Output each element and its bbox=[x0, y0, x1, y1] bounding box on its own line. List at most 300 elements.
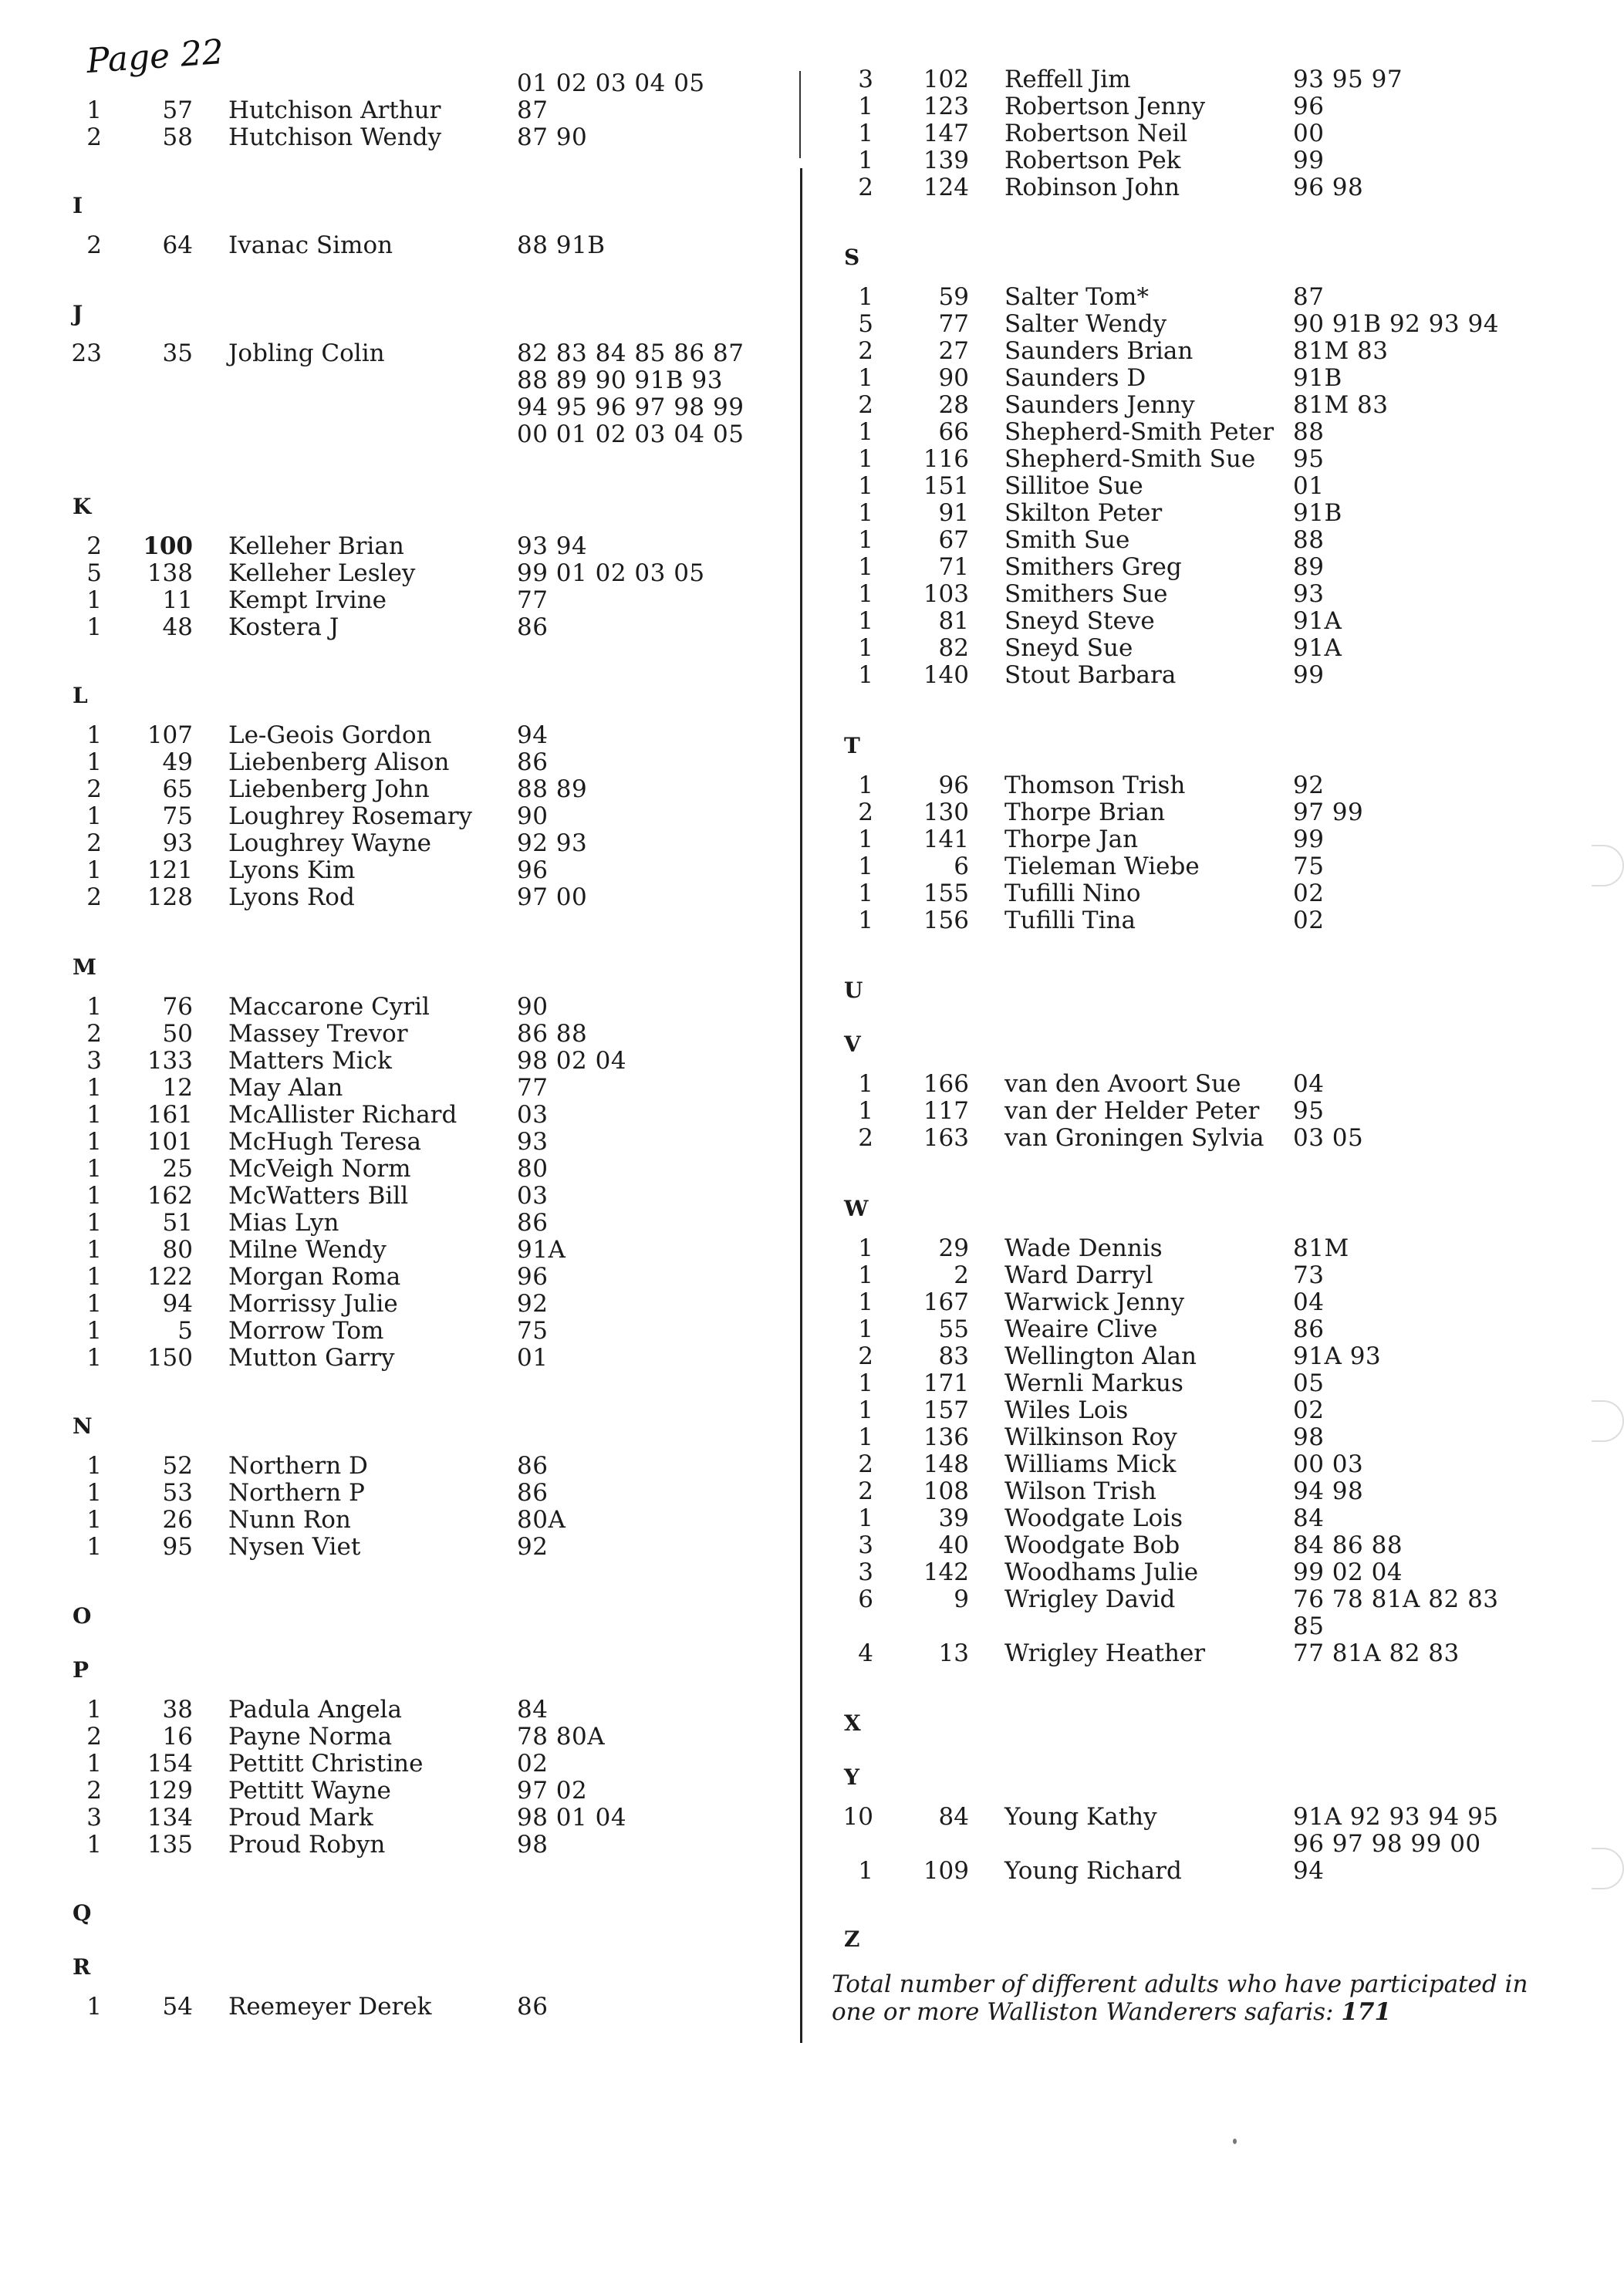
member-number: 95 bbox=[162, 1533, 193, 1561]
member-name: Shepherd-Smith Sue bbox=[1004, 445, 1256, 473]
trip-count: 1 bbox=[858, 472, 873, 500]
section-letter: N bbox=[73, 1413, 93, 1439]
member-name: Nunn Ron bbox=[228, 1506, 351, 1534]
trip-count: 1 bbox=[858, 1097, 873, 1125]
trip-count: 1 bbox=[858, 1423, 873, 1451]
trip-count: 2 bbox=[858, 1124, 873, 1152]
member-name: Payne Norma bbox=[228, 1723, 393, 1751]
safari-years: 94 98 bbox=[1293, 1477, 1364, 1505]
trip-count: 1 bbox=[86, 1290, 102, 1318]
safari-years: 73 bbox=[1293, 1261, 1325, 1289]
member-number: 96 bbox=[938, 772, 969, 799]
safari-years: 84 bbox=[517, 1696, 549, 1724]
member-number: 82 bbox=[938, 634, 969, 662]
member-name: Wade Dennis bbox=[1004, 1234, 1163, 1262]
member-name: van der Helder Peter bbox=[1004, 1097, 1260, 1125]
member-name: McVeigh Norm bbox=[228, 1155, 411, 1183]
member-name: McHugh Teresa bbox=[228, 1128, 421, 1156]
trip-count: 5 bbox=[86, 559, 102, 587]
section-letter: L bbox=[73, 683, 88, 708]
member-number: 129 bbox=[147, 1777, 193, 1805]
member-number: 80 bbox=[162, 1236, 193, 1264]
member-number: 140 bbox=[923, 661, 969, 689]
trip-count: 2 bbox=[858, 1450, 873, 1478]
trip-count: 1 bbox=[86, 1074, 102, 1102]
member-name: Wrigley David bbox=[1004, 1585, 1176, 1613]
safari-years: 85 bbox=[1293, 1612, 1325, 1640]
member-number: 28 bbox=[938, 391, 969, 419]
member-name: Reffell Jim bbox=[1004, 66, 1131, 93]
member-name: Wellington Alan bbox=[1004, 1342, 1197, 1370]
safari-years: 86 bbox=[1293, 1315, 1325, 1343]
trip-count: 2 bbox=[858, 174, 873, 201]
trip-count: 23 bbox=[71, 339, 102, 367]
trip-count: 1 bbox=[86, 1209, 102, 1237]
member-number: 77 bbox=[938, 310, 969, 338]
safari-years: 84 bbox=[1293, 1504, 1325, 1532]
trip-count: 1 bbox=[86, 1506, 102, 1534]
section-letter: Q bbox=[73, 1900, 92, 1926]
member-name: Wernli Markus bbox=[1004, 1369, 1183, 1397]
member-name: Sneyd Sue bbox=[1004, 634, 1133, 662]
member-number: 81 bbox=[938, 607, 969, 635]
member-number: 84 bbox=[938, 1803, 969, 1831]
member-name: Wilkinson Roy bbox=[1004, 1423, 1177, 1451]
member-number: 39 bbox=[938, 1504, 969, 1532]
trip-count: 1 bbox=[86, 1533, 102, 1561]
member-number: 51 bbox=[162, 1209, 193, 1237]
member-number: 71 bbox=[938, 553, 969, 581]
member-number: 157 bbox=[923, 1396, 969, 1424]
safari-years: 92 bbox=[1293, 772, 1325, 799]
trip-count: 1 bbox=[858, 907, 873, 934]
trip-count: 1 bbox=[86, 1236, 102, 1264]
member-number: 148 bbox=[923, 1450, 969, 1478]
section-letter: K bbox=[73, 494, 92, 519]
member-number: 102 bbox=[923, 66, 969, 93]
trip-count: 1 bbox=[858, 1504, 873, 1532]
member-name: Northern P bbox=[228, 1479, 365, 1507]
trip-count: 1 bbox=[86, 1344, 102, 1372]
member-number: 101 bbox=[147, 1128, 193, 1156]
member-name: Young Richard bbox=[1004, 1857, 1182, 1885]
trip-count: 1 bbox=[86, 1993, 102, 2021]
member-number: 83 bbox=[938, 1342, 969, 1370]
member-name: Maccarone Cyril bbox=[228, 993, 430, 1021]
safari-years: 00 01 02 03 04 05 bbox=[517, 420, 744, 448]
punch-hole-edge bbox=[1592, 845, 1624, 886]
trip-count: 3 bbox=[86, 1047, 102, 1075]
member-name: Tufilli Nino bbox=[1004, 880, 1141, 907]
trip-count: 1 bbox=[86, 1182, 102, 1210]
safari-years: 00 bbox=[1293, 120, 1325, 147]
safari-years: 86 bbox=[517, 1209, 549, 1237]
member-number: 109 bbox=[923, 1857, 969, 1885]
safari-years: 90 bbox=[517, 993, 549, 1021]
safari-years: 94 95 96 97 98 99 bbox=[517, 393, 744, 421]
member-name: Mias Lyn bbox=[228, 1209, 339, 1237]
member-number: 151 bbox=[923, 472, 969, 500]
safari-years: 04 bbox=[1293, 1288, 1325, 1316]
trip-count: 1 bbox=[858, 120, 873, 147]
member-name: Saunders D bbox=[1004, 364, 1146, 392]
member-name: van den Avoort Sue bbox=[1004, 1070, 1241, 1098]
trip-count: 1 bbox=[858, 526, 873, 554]
safari-years: 97 02 bbox=[517, 1777, 588, 1805]
trip-count: 1 bbox=[86, 802, 102, 830]
safari-years: 75 bbox=[1293, 853, 1325, 880]
member-number: 6 bbox=[954, 853, 969, 880]
member-number: 134 bbox=[147, 1804, 193, 1832]
member-name: Young Kathy bbox=[1004, 1803, 1157, 1831]
safari-years: 91A bbox=[1293, 607, 1342, 635]
trip-count: 1 bbox=[86, 1479, 102, 1507]
member-number: 91 bbox=[938, 499, 969, 527]
trip-count: 3 bbox=[858, 1531, 873, 1559]
trip-count: 1 bbox=[858, 1288, 873, 1316]
member-name: Woodgate Lois bbox=[1004, 1504, 1183, 1532]
member-name: Ward Darryl bbox=[1004, 1261, 1153, 1289]
section-letter: S bbox=[844, 245, 860, 270]
trip-count: 1 bbox=[858, 1857, 873, 1885]
trip-count: 2 bbox=[858, 391, 873, 419]
member-number: 155 bbox=[923, 880, 969, 907]
trip-count: 1 bbox=[86, 586, 102, 614]
safari-years: 01 bbox=[517, 1344, 549, 1372]
member-number: 135 bbox=[147, 1831, 193, 1859]
safari-years: 01 02 03 04 05 bbox=[517, 69, 705, 97]
trip-count: 1 bbox=[86, 96, 102, 124]
member-name: Ivanac Simon bbox=[228, 231, 393, 259]
member-number: 163 bbox=[923, 1124, 969, 1152]
trip-count: 2 bbox=[86, 775, 102, 803]
safari-years: 03 05 bbox=[1293, 1124, 1364, 1152]
safari-years: 80 bbox=[517, 1155, 549, 1183]
trip-count: 1 bbox=[858, 607, 873, 635]
member-number: 12 bbox=[162, 1074, 193, 1102]
member-number: 25 bbox=[162, 1155, 193, 1183]
safari-years: 92 bbox=[517, 1290, 549, 1318]
member-number: 117 bbox=[923, 1097, 969, 1125]
safari-years: 03 bbox=[517, 1101, 549, 1129]
safari-years: 97 99 bbox=[1293, 799, 1364, 826]
trip-count: 2 bbox=[86, 532, 102, 560]
member-number: 54 bbox=[162, 1993, 193, 2021]
safari-years: 81M 83 bbox=[1293, 337, 1389, 365]
trip-count: 1 bbox=[86, 1452, 102, 1480]
member-name: Woodhams Julie bbox=[1004, 1558, 1199, 1586]
trip-count: 1 bbox=[858, 499, 873, 527]
trip-count: 1 bbox=[858, 1070, 873, 1098]
safari-years: 97 00 bbox=[517, 883, 588, 911]
safari-years: 77 81A 82 83 bbox=[1293, 1639, 1460, 1667]
member-name: Williams Mick bbox=[1004, 1450, 1177, 1478]
member-name: May Alan bbox=[228, 1074, 343, 1102]
member-name: Matters Mick bbox=[228, 1047, 392, 1075]
member-number: 93 bbox=[162, 829, 193, 857]
trip-count: 1 bbox=[86, 721, 102, 749]
safari-years: 91B bbox=[1293, 499, 1342, 527]
member-number: 75 bbox=[162, 802, 193, 830]
trip-count: 1 bbox=[86, 748, 102, 776]
member-number: 171 bbox=[923, 1369, 969, 1397]
member-name: Weaire Clive bbox=[1004, 1315, 1158, 1343]
member-number: 130 bbox=[923, 799, 969, 826]
safari-years: 86 bbox=[517, 1452, 549, 1480]
member-number: 136 bbox=[923, 1423, 969, 1451]
safari-years: 77 bbox=[517, 586, 549, 614]
trip-count: 1 bbox=[86, 1831, 102, 1859]
safari-years: 91A 92 93 94 95 bbox=[1293, 1803, 1499, 1831]
trip-count: 1 bbox=[858, 553, 873, 581]
safari-years: 84 86 88 bbox=[1293, 1531, 1403, 1559]
member-name: van Groningen Sylvia bbox=[1004, 1124, 1264, 1152]
member-name: Reemeyer Derek bbox=[228, 1993, 432, 2021]
trip-count: 2 bbox=[86, 829, 102, 857]
member-name: Woodgate Bob bbox=[1004, 1531, 1180, 1559]
member-name: Sneyd Steve bbox=[1004, 607, 1155, 635]
member-name: Morrow Tom bbox=[228, 1317, 384, 1345]
member-number: 35 bbox=[162, 339, 193, 367]
safari-years: 90 91B 92 93 94 bbox=[1293, 310, 1499, 338]
member-number: 40 bbox=[938, 1531, 969, 1559]
member-name: Tieleman Wiebe bbox=[1004, 853, 1200, 880]
member-number: 147 bbox=[923, 120, 969, 147]
trip-count: 1 bbox=[86, 1263, 102, 1291]
trip-count: 2 bbox=[858, 799, 873, 826]
trip-count: 1 bbox=[86, 1155, 102, 1183]
member-number: 59 bbox=[938, 283, 969, 311]
trip-count: 1 bbox=[858, 826, 873, 853]
safari-years: 05 bbox=[1293, 1369, 1325, 1397]
member-number: 5 bbox=[177, 1317, 193, 1345]
trip-count: 2 bbox=[858, 1477, 873, 1505]
trip-count: 1 bbox=[86, 1696, 102, 1724]
trip-count: 3 bbox=[858, 1558, 873, 1586]
member-name: Loughrey Wayne bbox=[228, 829, 432, 857]
section-letter: T bbox=[844, 733, 860, 758]
trip-count: 10 bbox=[842, 1803, 873, 1831]
member-name: Le-Geois Gordon bbox=[228, 721, 432, 749]
member-name: Nysen Viet bbox=[228, 1533, 361, 1561]
member-name: Kelleher Lesley bbox=[228, 559, 416, 587]
safari-years: 88 89 90 91B 93 bbox=[517, 366, 723, 394]
safari-years: 92 93 bbox=[517, 829, 588, 857]
trip-count: 4 bbox=[858, 1639, 873, 1667]
member-number: 90 bbox=[938, 364, 969, 392]
safari-years: 96 bbox=[517, 1263, 549, 1291]
section-letter: O bbox=[73, 1603, 92, 1629]
section-letter: M bbox=[73, 954, 96, 980]
safari-years: 98 bbox=[517, 1831, 549, 1859]
member-name: Salter Wendy bbox=[1004, 310, 1167, 338]
trip-count: 1 bbox=[86, 993, 102, 1021]
member-name: Pettitt Christine bbox=[228, 1750, 424, 1778]
safari-years: 93 95 97 bbox=[1293, 66, 1403, 93]
member-number: 156 bbox=[923, 907, 969, 934]
trip-count: 2 bbox=[86, 1777, 102, 1805]
member-number: 162 bbox=[147, 1182, 193, 1210]
section-letter: J bbox=[73, 301, 83, 326]
safari-years: 96 bbox=[1293, 93, 1325, 120]
safari-years: 91B bbox=[1293, 364, 1342, 392]
member-name: Loughrey Rosemary bbox=[228, 802, 473, 830]
trip-count: 2 bbox=[86, 1020, 102, 1048]
member-name: Proud Mark bbox=[228, 1804, 373, 1832]
trip-count: 2 bbox=[86, 883, 102, 911]
handwritten-page-label: Page 22 bbox=[85, 32, 225, 82]
member-number: 154 bbox=[147, 1750, 193, 1778]
trip-count: 1 bbox=[86, 856, 102, 884]
section-letter: U bbox=[844, 977, 863, 1003]
safari-years: 96 bbox=[517, 856, 549, 884]
trip-count: 1 bbox=[858, 853, 873, 880]
member-number: 100 bbox=[143, 532, 193, 560]
punch-hole-edge bbox=[1592, 1848, 1624, 1889]
safari-years: 04 bbox=[1293, 1070, 1325, 1098]
member-name: Thorpe Jan bbox=[1004, 826, 1139, 853]
member-number: 124 bbox=[923, 174, 969, 201]
trip-count: 1 bbox=[858, 445, 873, 473]
section-letter: P bbox=[73, 1657, 89, 1683]
member-number: 67 bbox=[938, 526, 969, 554]
column-divider-top bbox=[799, 71, 801, 158]
member-number: 138 bbox=[147, 559, 193, 587]
section-letter: R bbox=[73, 1954, 91, 1980]
member-name: Sillitoe Sue bbox=[1004, 472, 1143, 500]
trip-count: 1 bbox=[86, 613, 102, 641]
safari-years: 87 bbox=[517, 96, 549, 124]
member-number: 53 bbox=[162, 1479, 193, 1507]
member-number: 167 bbox=[923, 1288, 969, 1316]
member-number: 122 bbox=[147, 1263, 193, 1291]
member-number: 49 bbox=[162, 748, 193, 776]
safari-years: 02 bbox=[1293, 880, 1325, 907]
member-name: Massey Trevor bbox=[228, 1020, 408, 1048]
member-name: McAllister Richard bbox=[228, 1101, 457, 1129]
member-number: 57 bbox=[162, 96, 193, 124]
member-name: Northern D bbox=[228, 1452, 368, 1480]
section-letter: I bbox=[73, 193, 83, 218]
safari-years: 86 bbox=[517, 748, 549, 776]
trip-count: 1 bbox=[86, 1317, 102, 1345]
safari-years: 91A 93 bbox=[1293, 1342, 1382, 1370]
member-name: Lyons Kim bbox=[228, 856, 356, 884]
member-number: 142 bbox=[923, 1558, 969, 1586]
section-letter: V bbox=[844, 1032, 861, 1057]
total-note-text: Total number of different adults who have participated in one or more Walliston Wanderers safaris: bbox=[832, 1970, 1528, 2026]
member-name: Saunders Jenny bbox=[1004, 391, 1195, 419]
trip-count: 3 bbox=[86, 1804, 102, 1832]
member-number: 48 bbox=[162, 613, 193, 641]
member-name: Warwick Jenny bbox=[1004, 1288, 1185, 1316]
safari-years: 02 bbox=[1293, 1396, 1325, 1424]
member-number: 64 bbox=[162, 231, 193, 259]
trip-count: 1 bbox=[858, 880, 873, 907]
trip-count: 1 bbox=[858, 1369, 873, 1397]
section-letter: X bbox=[844, 1710, 861, 1736]
trip-count: 2 bbox=[86, 1723, 102, 1751]
trip-count: 5 bbox=[858, 310, 873, 338]
member-number: 103 bbox=[923, 580, 969, 608]
trip-count: 1 bbox=[858, 364, 873, 392]
trip-count: 1 bbox=[86, 1750, 102, 1778]
safari-years: 02 bbox=[1293, 907, 1325, 934]
section-letter: W bbox=[844, 1196, 869, 1221]
member-name: Smithers Sue bbox=[1004, 580, 1168, 608]
safari-years: 80A bbox=[517, 1506, 566, 1534]
member-name: Tufilli Tina bbox=[1004, 907, 1136, 934]
safari-years: 86 bbox=[517, 1479, 549, 1507]
member-number: 27 bbox=[938, 337, 969, 365]
member-number: 94 bbox=[162, 1290, 193, 1318]
safari-years: 99 02 04 bbox=[1293, 1558, 1403, 1586]
member-number: 107 bbox=[147, 721, 193, 749]
member-name: Thorpe Brian bbox=[1004, 799, 1166, 826]
safari-years: 86 bbox=[517, 1993, 549, 2021]
member-number: 29 bbox=[938, 1234, 969, 1262]
safari-years: 96 98 bbox=[1293, 174, 1364, 201]
trip-count: 1 bbox=[86, 1101, 102, 1129]
trip-count: 1 bbox=[858, 1261, 873, 1289]
safari-years: 93 bbox=[1293, 580, 1325, 608]
member-name: Kempt Irvine bbox=[228, 586, 387, 614]
safari-years: 02 bbox=[517, 1750, 549, 1778]
member-name: Mutton Garry bbox=[228, 1344, 395, 1372]
member-number: 128 bbox=[147, 883, 193, 911]
trip-count: 1 bbox=[858, 147, 873, 174]
trip-count: 3 bbox=[858, 66, 873, 93]
member-name: Lyons Rod bbox=[228, 883, 355, 911]
safari-years: 99 bbox=[1293, 147, 1325, 174]
trip-count: 1 bbox=[858, 580, 873, 608]
member-number: 38 bbox=[162, 1696, 193, 1724]
safari-years: 03 bbox=[517, 1182, 549, 1210]
safari-years: 92 bbox=[517, 1533, 549, 1561]
member-name: Morrissy Julie bbox=[228, 1290, 398, 1318]
safari-years: 98 02 04 bbox=[517, 1047, 627, 1075]
member-name: Wrigley Heather bbox=[1004, 1639, 1206, 1667]
trip-count: 1 bbox=[858, 93, 873, 120]
safari-years: 99 01 02 03 05 bbox=[517, 559, 705, 587]
safari-years: 82 83 84 85 86 87 bbox=[517, 339, 744, 367]
safari-years: 90 bbox=[517, 802, 549, 830]
safari-years: 87 bbox=[1293, 283, 1325, 311]
member-name: Padula Angela bbox=[228, 1696, 402, 1724]
member-name: Kostera J bbox=[228, 613, 339, 641]
total-participants-note bbox=[832, 1970, 1565, 2026]
safari-years: 77 bbox=[517, 1074, 549, 1102]
member-number: 133 bbox=[147, 1047, 193, 1075]
safari-years: 94 bbox=[1293, 1857, 1325, 1885]
trip-count: 2 bbox=[858, 1342, 873, 1370]
member-number: 123 bbox=[923, 93, 969, 120]
trip-count: 6 bbox=[858, 1585, 873, 1613]
member-number: 2 bbox=[954, 1261, 969, 1289]
safari-years: 88 bbox=[1293, 418, 1325, 446]
member-name: Milne Wendy bbox=[228, 1236, 387, 1264]
safari-years: 88 91B bbox=[517, 231, 606, 259]
trip-count: 2 bbox=[86, 231, 102, 259]
safari-years: 94 bbox=[517, 721, 549, 749]
member-number: 50 bbox=[162, 1020, 193, 1048]
member-number: 9 bbox=[954, 1585, 969, 1613]
member-name: Liebenberg Alison bbox=[228, 748, 450, 776]
section-letter: Y bbox=[844, 1764, 859, 1790]
column-divider bbox=[800, 168, 802, 2043]
member-name: Shepherd-Smith Peter bbox=[1004, 418, 1275, 446]
safari-years: 91A bbox=[517, 1236, 566, 1264]
